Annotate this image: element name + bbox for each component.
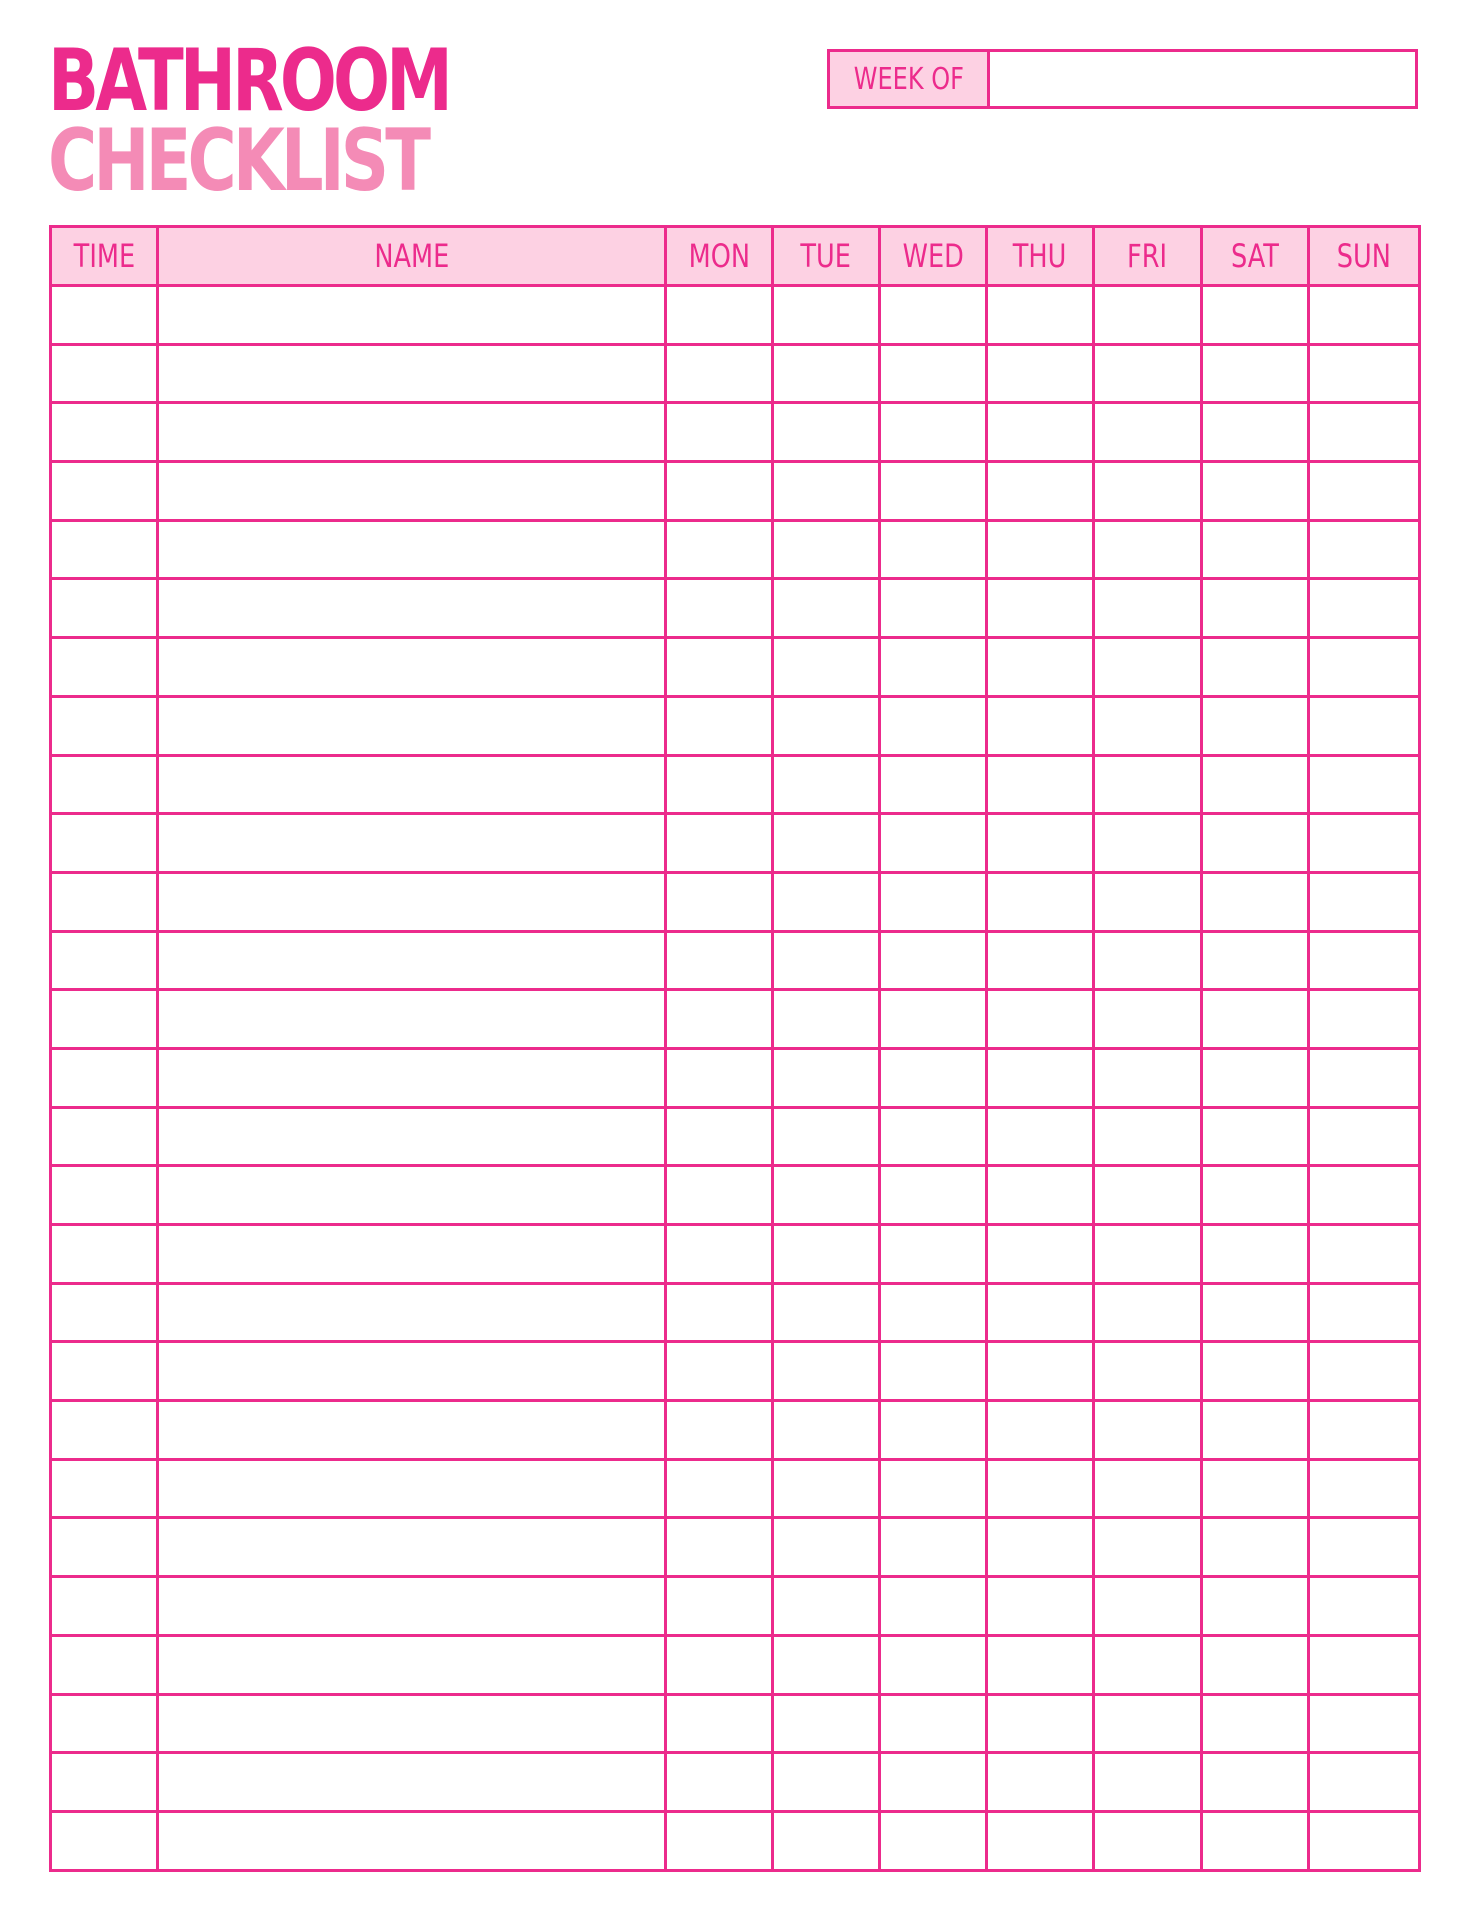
wed-cell[interactable] xyxy=(880,1401,987,1460)
header-tue xyxy=(773,227,880,286)
time-cell[interactable] xyxy=(51,1577,158,1636)
time-cell[interactable] xyxy=(51,520,158,579)
thu-cell[interactable] xyxy=(987,1694,1094,1753)
thu-cell[interactable] xyxy=(987,403,1094,462)
fri-cell[interactable] xyxy=(1094,579,1202,638)
wed-cell[interactable] xyxy=(880,579,987,638)
fri-cell[interactable] xyxy=(1094,638,1202,697)
table-row xyxy=(51,462,1420,521)
tue-cell[interactable] xyxy=(773,1048,880,1107)
table-row xyxy=(51,1459,1420,1518)
sun-cell[interactable] xyxy=(1309,1811,1420,1870)
name-cell[interactable] xyxy=(158,638,666,697)
thu-cell[interactable] xyxy=(987,1225,1094,1284)
wed-cell[interactable] xyxy=(880,286,987,345)
sun-cell[interactable] xyxy=(1309,1577,1420,1636)
table-row xyxy=(51,1635,1420,1694)
sun-cell[interactable] xyxy=(1309,462,1420,521)
tue-cell[interactable] xyxy=(773,286,880,345)
name-cell[interactable] xyxy=(158,1694,666,1753)
table-row xyxy=(51,403,1420,462)
wed-cell[interactable] xyxy=(880,1635,987,1694)
mon-cell[interactable] xyxy=(666,286,773,345)
mon-cell[interactable] xyxy=(666,1694,773,1753)
tue-cell[interactable] xyxy=(773,1459,880,1518)
tue-cell[interactable] xyxy=(773,872,880,931)
time-cell[interactable] xyxy=(51,1694,158,1753)
fri-cell[interactable] xyxy=(1094,990,1202,1049)
name-cell[interactable] xyxy=(158,579,666,638)
table-row xyxy=(51,931,1420,990)
thu-cell[interactable] xyxy=(987,1166,1094,1225)
wed-cell[interactable] xyxy=(880,1577,987,1636)
fri-cell[interactable] xyxy=(1094,872,1202,931)
table-row xyxy=(51,1518,1420,1577)
sat-cell[interactable] xyxy=(1202,1635,1309,1694)
time-cell[interactable] xyxy=(51,1811,158,1870)
table-row xyxy=(51,814,1420,873)
wed-cell[interactable] xyxy=(880,872,987,931)
table-body xyxy=(51,286,1420,1871)
sun-cell[interactable] xyxy=(1309,814,1420,873)
sat-cell[interactable] xyxy=(1202,344,1309,403)
tue-cell[interactable] xyxy=(773,1577,880,1636)
mon-cell[interactable] xyxy=(666,1577,773,1636)
name-cell[interactable] xyxy=(158,814,666,873)
sun-cell[interactable] xyxy=(1309,1048,1420,1107)
tue-cell[interactable] xyxy=(773,1518,880,1577)
name-cell[interactable] xyxy=(158,520,666,579)
sun-cell[interactable] xyxy=(1309,286,1420,345)
fri-cell[interactable] xyxy=(1094,1635,1202,1694)
table-row xyxy=(51,1577,1420,1636)
time-cell[interactable] xyxy=(51,1518,158,1577)
thu-cell[interactable] xyxy=(987,1342,1094,1401)
name-cell[interactable] xyxy=(158,1048,666,1107)
name-cell[interactable] xyxy=(158,1225,666,1284)
table-row xyxy=(51,1166,1420,1225)
name-cell[interactable] xyxy=(158,403,666,462)
sat-cell[interactable] xyxy=(1202,1694,1309,1753)
mon-cell[interactable] xyxy=(666,579,773,638)
table-row xyxy=(51,1225,1420,1284)
fri-cell[interactable] xyxy=(1094,696,1202,755)
mon-cell[interactable] xyxy=(666,755,773,814)
fri-cell[interactable] xyxy=(1094,1694,1202,1753)
table-row xyxy=(51,755,1420,814)
fri-cell[interactable] xyxy=(1094,1518,1202,1577)
sun-cell[interactable] xyxy=(1309,1283,1420,1342)
table-row xyxy=(51,1048,1420,1107)
sun-cell[interactable] xyxy=(1309,403,1420,462)
thu-cell[interactable] xyxy=(987,990,1094,1049)
tue-cell[interactable] xyxy=(773,1635,880,1694)
sun-cell[interactable] xyxy=(1309,990,1420,1049)
fri-cell[interactable] xyxy=(1094,1342,1202,1401)
time-cell[interactable] xyxy=(51,1401,158,1460)
time-cell[interactable] xyxy=(51,872,158,931)
sat-cell[interactable] xyxy=(1202,1811,1309,1870)
name-cell[interactable] xyxy=(158,872,666,931)
week-of-label xyxy=(830,52,990,106)
sun-cell[interactable] xyxy=(1309,1342,1420,1401)
tue-cell[interactable] xyxy=(773,1811,880,1870)
sun-cell[interactable] xyxy=(1309,1401,1420,1460)
sun-cell[interactable] xyxy=(1309,344,1420,403)
mon-cell[interactable] xyxy=(666,872,773,931)
sun-cell[interactable] xyxy=(1309,696,1420,755)
fri-cell[interactable] xyxy=(1094,1577,1202,1636)
time-cell[interactable] xyxy=(51,403,158,462)
time-cell[interactable] xyxy=(51,1635,158,1694)
sat-cell[interactable] xyxy=(1202,579,1309,638)
mon-cell[interactable] xyxy=(666,990,773,1049)
table-row xyxy=(51,520,1420,579)
sat-cell[interactable] xyxy=(1202,1166,1309,1225)
time-cell[interactable] xyxy=(51,696,158,755)
tue-cell[interactable] xyxy=(773,990,880,1049)
table-row xyxy=(51,286,1420,345)
fri-cell[interactable] xyxy=(1094,1753,1202,1812)
time-cell[interactable] xyxy=(51,1225,158,1284)
fri-cell[interactable] xyxy=(1094,1811,1202,1870)
header-fri xyxy=(1094,227,1202,286)
mon-cell[interactable] xyxy=(666,344,773,403)
tue-cell[interactable] xyxy=(773,814,880,873)
header-time-label: TIME xyxy=(73,237,135,275)
sat-cell[interactable] xyxy=(1202,931,1309,990)
tue-cell[interactable] xyxy=(773,1753,880,1812)
mon-cell[interactable] xyxy=(666,1048,773,1107)
title-line-1: BATHROOM xyxy=(48,31,449,131)
sun-cell[interactable] xyxy=(1309,579,1420,638)
sat-cell[interactable] xyxy=(1202,638,1309,697)
header-mon xyxy=(666,227,773,286)
wed-cell[interactable] xyxy=(880,344,987,403)
table-row xyxy=(51,1753,1420,1812)
header-tue-label: TUE xyxy=(800,237,852,275)
name-cell[interactable] xyxy=(158,1753,666,1812)
name-cell[interactable] xyxy=(158,1401,666,1460)
thu-cell[interactable] xyxy=(987,1459,1094,1518)
mon-cell[interactable] xyxy=(666,696,773,755)
thu-cell[interactable] xyxy=(987,872,1094,931)
time-cell[interactable] xyxy=(51,1753,158,1812)
mon-cell[interactable] xyxy=(666,1635,773,1694)
thu-cell[interactable] xyxy=(987,814,1094,873)
header-sun xyxy=(1309,227,1420,286)
sat-cell[interactable] xyxy=(1202,990,1309,1049)
sat-cell[interactable] xyxy=(1202,403,1309,462)
sun-cell[interactable] xyxy=(1309,1459,1420,1518)
wed-cell[interactable] xyxy=(880,1459,987,1518)
header-thu-label: THU xyxy=(1013,237,1067,275)
name-cell[interactable] xyxy=(158,1283,666,1342)
header-wed xyxy=(880,227,987,286)
name-cell[interactable] xyxy=(158,990,666,1049)
time-cell[interactable] xyxy=(51,814,158,873)
wed-cell[interactable] xyxy=(880,1518,987,1577)
title-line-2: CHECKLIST xyxy=(48,111,428,211)
tue-cell[interactable] xyxy=(773,755,880,814)
mon-cell[interactable] xyxy=(666,1342,773,1401)
time-cell[interactable] xyxy=(51,1342,158,1401)
name-cell[interactable] xyxy=(158,462,666,521)
sat-cell[interactable] xyxy=(1202,1459,1309,1518)
thu-cell[interactable] xyxy=(987,638,1094,697)
sat-cell[interactable] xyxy=(1202,872,1309,931)
table-row xyxy=(51,1401,1420,1460)
time-cell[interactable] xyxy=(51,638,158,697)
wed-cell[interactable] xyxy=(880,931,987,990)
sun-cell[interactable] xyxy=(1309,1225,1420,1284)
sat-cell[interactable] xyxy=(1202,1283,1309,1342)
tue-cell[interactable] xyxy=(773,1225,880,1284)
time-cell[interactable] xyxy=(51,1283,158,1342)
wed-cell[interactable] xyxy=(880,696,987,755)
wed-cell[interactable] xyxy=(880,1283,987,1342)
thu-cell[interactable] xyxy=(987,462,1094,521)
header-sun-label: SUN xyxy=(1336,237,1392,275)
time-cell[interactable] xyxy=(51,579,158,638)
thu-cell[interactable] xyxy=(987,579,1094,638)
mon-cell[interactable] xyxy=(666,1459,773,1518)
time-cell[interactable] xyxy=(51,1107,158,1166)
name-cell[interactable] xyxy=(158,1107,666,1166)
fri-cell[interactable] xyxy=(1094,1459,1202,1518)
header-mon-label: MON xyxy=(688,237,750,275)
tue-cell[interactable] xyxy=(773,638,880,697)
sat-cell[interactable] xyxy=(1202,696,1309,755)
sat-cell[interactable] xyxy=(1202,755,1309,814)
name-cell[interactable] xyxy=(158,1459,666,1518)
name-cell[interactable] xyxy=(158,344,666,403)
week-of-label-text: WEEK OF xyxy=(853,61,964,97)
mon-cell[interactable] xyxy=(666,1518,773,1577)
header-wed-label: WED xyxy=(902,237,964,275)
tue-cell[interactable] xyxy=(773,1166,880,1225)
fri-cell[interactable] xyxy=(1094,931,1202,990)
sun-cell[interactable] xyxy=(1309,1694,1420,1753)
sat-cell[interactable] xyxy=(1202,1225,1309,1284)
header-name xyxy=(158,227,666,286)
time-cell[interactable] xyxy=(51,462,158,521)
sat-cell[interactable] xyxy=(1202,462,1309,521)
name-cell[interactable] xyxy=(158,1166,666,1225)
sun-cell[interactable] xyxy=(1309,1753,1420,1812)
fri-cell[interactable] xyxy=(1094,1283,1202,1342)
sun-cell[interactable] xyxy=(1309,872,1420,931)
wed-cell[interactable] xyxy=(880,1694,987,1753)
tue-cell[interactable] xyxy=(773,403,880,462)
table-row xyxy=(51,696,1420,755)
name-cell[interactable] xyxy=(158,1342,666,1401)
mon-cell[interactable] xyxy=(666,1107,773,1166)
time-cell[interactable] xyxy=(51,1459,158,1518)
time-cell[interactable] xyxy=(51,1048,158,1107)
week-of-box xyxy=(827,49,1418,109)
tue-cell[interactable] xyxy=(773,462,880,521)
fri-cell[interactable] xyxy=(1094,520,1202,579)
header-name-label: NAME xyxy=(374,237,449,275)
mon-cell[interactable] xyxy=(666,814,773,873)
table-row xyxy=(51,1811,1420,1870)
thu-cell[interactable] xyxy=(987,344,1094,403)
header-thu xyxy=(987,227,1094,286)
sat-cell[interactable] xyxy=(1202,1401,1309,1460)
mon-cell[interactable] xyxy=(666,1401,773,1460)
sat-cell[interactable] xyxy=(1202,1048,1309,1107)
time-cell[interactable] xyxy=(51,931,158,990)
thu-cell[interactable] xyxy=(987,755,1094,814)
mon-cell[interactable] xyxy=(666,1753,773,1812)
fri-cell[interactable] xyxy=(1094,1048,1202,1107)
thu-cell[interactable] xyxy=(987,1107,1094,1166)
time-cell[interactable] xyxy=(51,1166,158,1225)
table-row xyxy=(51,638,1420,697)
fri-cell[interactable] xyxy=(1094,286,1202,345)
thu-cell[interactable] xyxy=(987,696,1094,755)
sat-cell[interactable] xyxy=(1202,1753,1309,1812)
tue-cell[interactable] xyxy=(773,579,880,638)
header-time xyxy=(51,227,158,286)
fri-cell[interactable] xyxy=(1094,1225,1202,1284)
tue-cell[interactable] xyxy=(773,1401,880,1460)
sat-cell[interactable] xyxy=(1202,1342,1309,1401)
header-sat xyxy=(1202,227,1309,286)
fri-cell[interactable] xyxy=(1094,814,1202,873)
mon-cell[interactable] xyxy=(666,638,773,697)
sun-cell[interactable] xyxy=(1309,1107,1420,1166)
wed-cell[interactable] xyxy=(880,1166,987,1225)
checklist-table xyxy=(49,225,1421,1872)
name-cell[interactable] xyxy=(158,1577,666,1636)
thu-cell[interactable] xyxy=(987,1753,1094,1812)
thu-cell[interactable] xyxy=(987,1048,1094,1107)
fri-cell[interactable] xyxy=(1094,1401,1202,1460)
wed-cell[interactable] xyxy=(880,1225,987,1284)
name-cell[interactable] xyxy=(158,696,666,755)
tue-cell[interactable] xyxy=(773,696,880,755)
tue-cell[interactable] xyxy=(773,344,880,403)
time-cell[interactable] xyxy=(51,990,158,1049)
mon-cell[interactable] xyxy=(666,403,773,462)
sat-cell[interactable] xyxy=(1202,1107,1309,1166)
wed-cell[interactable] xyxy=(880,520,987,579)
wed-cell[interactable] xyxy=(880,755,987,814)
sat-cell[interactable] xyxy=(1202,814,1309,873)
table-row xyxy=(51,1694,1420,1753)
table-row xyxy=(51,872,1420,931)
tue-cell[interactable] xyxy=(773,520,880,579)
wed-cell[interactable] xyxy=(880,1753,987,1812)
mon-cell[interactable] xyxy=(666,520,773,579)
sun-cell[interactable] xyxy=(1309,1635,1420,1694)
header-sat-label: SAT xyxy=(1231,237,1279,275)
sun-cell[interactable] xyxy=(1309,1166,1420,1225)
mon-cell[interactable] xyxy=(666,462,773,521)
fri-cell[interactable] xyxy=(1094,1166,1202,1225)
thu-cell[interactable] xyxy=(987,1635,1094,1694)
mon-cell[interactable] xyxy=(666,931,773,990)
fri-cell[interactable] xyxy=(1094,462,1202,521)
tue-cell[interactable] xyxy=(773,1342,880,1401)
wed-cell[interactable] xyxy=(880,638,987,697)
sun-cell[interactable] xyxy=(1309,931,1420,990)
table-row xyxy=(51,990,1420,1049)
mon-cell[interactable] xyxy=(666,1166,773,1225)
time-cell[interactable] xyxy=(51,286,158,345)
name-cell[interactable] xyxy=(158,1635,666,1694)
mon-cell[interactable] xyxy=(666,1225,773,1284)
tue-cell[interactable] xyxy=(773,931,880,990)
wed-cell[interactable] xyxy=(880,1811,987,1870)
sun-cell[interactable] xyxy=(1309,520,1420,579)
mon-cell[interactable] xyxy=(666,1811,773,1870)
header-row xyxy=(51,227,1420,286)
tue-cell[interactable] xyxy=(773,1283,880,1342)
table-row xyxy=(51,1107,1420,1166)
time-cell[interactable] xyxy=(51,755,158,814)
table-row xyxy=(51,1342,1420,1401)
sat-cell[interactable] xyxy=(1202,286,1309,345)
thu-cell[interactable] xyxy=(987,1518,1094,1577)
tue-cell[interactable] xyxy=(773,1107,880,1166)
fri-cell[interactable] xyxy=(1094,755,1202,814)
wed-cell[interactable] xyxy=(880,462,987,521)
sat-cell[interactable] xyxy=(1202,520,1309,579)
thu-cell[interactable] xyxy=(987,520,1094,579)
thu-cell[interactable] xyxy=(987,286,1094,345)
name-cell[interactable] xyxy=(158,1811,666,1870)
thu-cell[interactable] xyxy=(987,1401,1094,1460)
thu-cell[interactable] xyxy=(987,1577,1094,1636)
wed-cell[interactable] xyxy=(880,814,987,873)
thu-cell[interactable] xyxy=(987,1811,1094,1870)
sun-cell[interactable] xyxy=(1309,755,1420,814)
thu-cell[interactable] xyxy=(987,1283,1094,1342)
name-cell[interactable] xyxy=(158,1518,666,1577)
fri-cell[interactable] xyxy=(1094,1107,1202,1166)
wed-cell[interactable] xyxy=(880,1342,987,1401)
wed-cell[interactable] xyxy=(880,990,987,1049)
wed-cell[interactable] xyxy=(880,1048,987,1107)
table-row xyxy=(51,344,1420,403)
table-row xyxy=(51,579,1420,638)
tue-cell[interactable] xyxy=(773,1694,880,1753)
name-cell[interactable] xyxy=(158,755,666,814)
sun-cell[interactable] xyxy=(1309,638,1420,697)
fri-cell[interactable] xyxy=(1094,403,1202,462)
name-cell[interactable] xyxy=(158,286,666,345)
header-fri-label: FRI xyxy=(1127,237,1168,275)
name-cell[interactable] xyxy=(158,931,666,990)
wed-cell[interactable] xyxy=(880,403,987,462)
mon-cell[interactable] xyxy=(666,1283,773,1342)
fri-cell[interactable] xyxy=(1094,344,1202,403)
wed-cell[interactable] xyxy=(880,1107,987,1166)
sat-cell[interactable] xyxy=(1202,1577,1309,1636)
thu-cell[interactable] xyxy=(987,931,1094,990)
table-row xyxy=(51,1283,1420,1342)
sun-cell[interactable] xyxy=(1309,1518,1420,1577)
time-cell[interactable] xyxy=(51,344,158,403)
sat-cell[interactable] xyxy=(1202,1518,1309,1577)
week-of-field[interactable] xyxy=(990,52,1415,106)
